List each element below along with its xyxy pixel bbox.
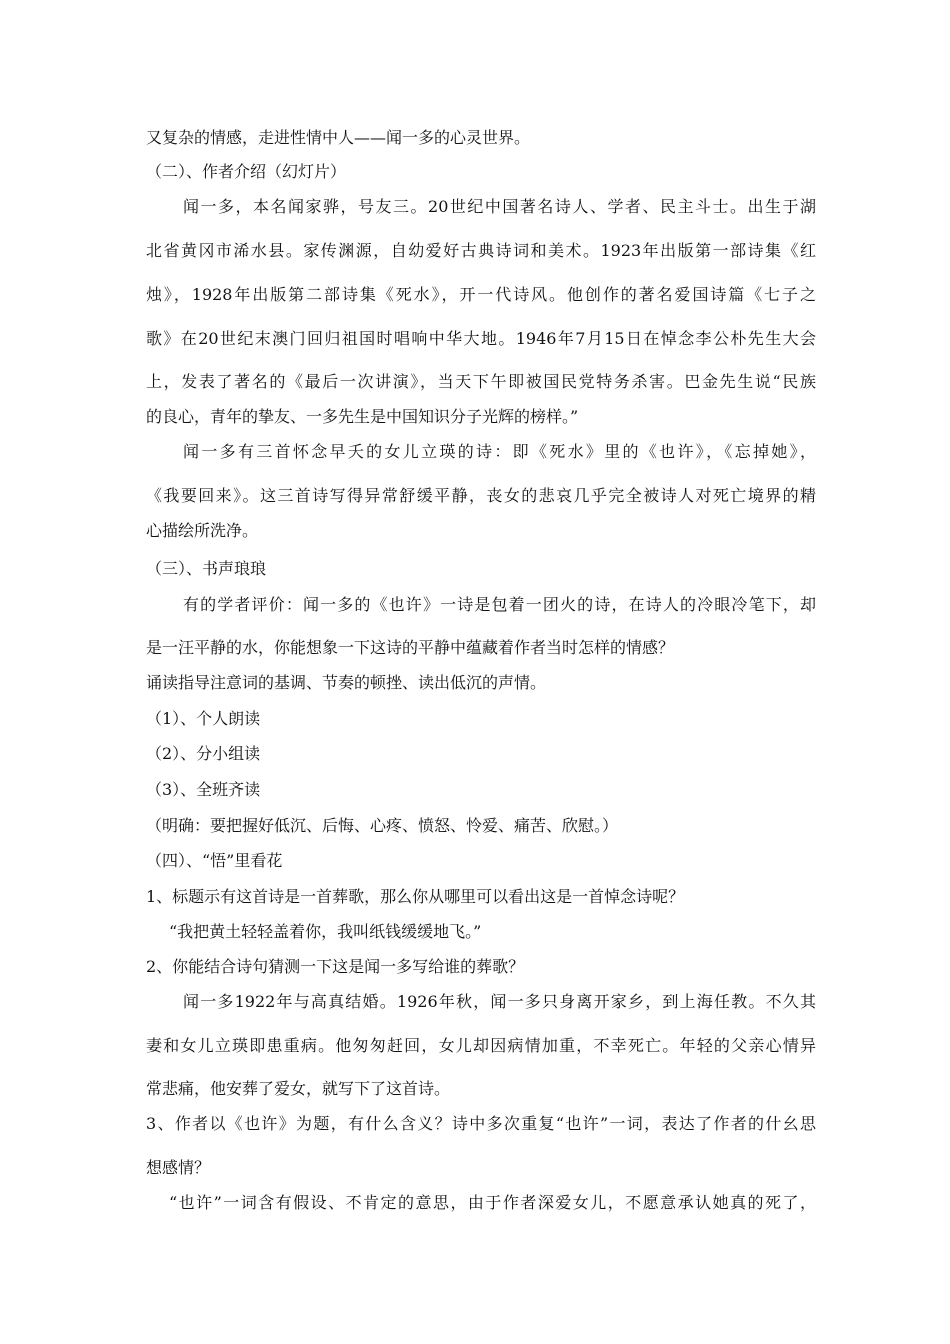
paragraph-line: 又复杂的情感，走进性情中人——闻一多的心灵世界。 bbox=[146, 128, 531, 147]
paragraph-line: 闻一多1922年与高真结婚。1926年秋，闻一多只身离开家乡，到上海任教。不久其 bbox=[183, 992, 816, 1011]
paragraph-line: 有的学者评价：闻一多的《也许》一诗是包着一团火的诗，在诗人的冷眼冷笔下，却 bbox=[183, 595, 816, 614]
paragraph-line: 妻和女儿立瑛即患重病。他匆匆赶回，女儿却因病情加重，不幸死亡。年轻的父亲心情异 bbox=[146, 1036, 816, 1055]
paragraph-line: 《我要回来》。这三首诗写得异常舒缓平静，丧女的悲哀几乎完全被诗人对死亡境界的精 bbox=[146, 486, 816, 505]
paragraph-line: 的良心，青年的挚友、一多先生是中国知识分子光辉的榜样。” bbox=[146, 407, 579, 426]
paragraph-line: “也许”一词含有假设、不肯定的意思，由于作者深爱女儿，不愿意承认她真的死了， bbox=[169, 1193, 816, 1212]
paragraph-line: 常悲痛，他安葬了爱女，就写下了这首诗。 bbox=[146, 1079, 451, 1098]
paragraph-line: 烛》，1928年出版第二部诗集《死水》，开一代诗风。他创作的著名爱国诗篇《七子之 bbox=[146, 285, 816, 304]
section-heading-author-intro: （二）、作者介绍（幻灯片） bbox=[146, 162, 347, 181]
question-line: 3、作者以《也许》为题，有什么含义？诗中多次重复“也许”一词，表达了作者的什幺思 bbox=[146, 1114, 816, 1133]
paragraph-line: （明确：要把握好低沉、后悔、心疼、愤怒、怜爱、痛苦、欣慰。） bbox=[146, 816, 619, 835]
paragraph-line: 是一汪平静的水，你能想象一下这诗的平静中蕴藏着作者当时怎样的情感？ bbox=[146, 638, 675, 657]
question-line: 想感情？ bbox=[146, 1158, 211, 1177]
question-line: 1、标题示有这首诗是一首葬歌，那么你从哪里可以看出这是一首悼念诗呢？ bbox=[146, 887, 685, 906]
paragraph-line: 闻一多有三首怀念早夭的女儿立瑛的诗：即《死水》里的《也许》，《忘掉她》， bbox=[183, 442, 816, 461]
paragraph-line: 北省黄冈市浠水县。家传渊源，自幼爱好古典诗词和美术。1923年出版第一部诗集《红 bbox=[146, 241, 816, 260]
quote-line: “我把黄土轻轻盖着你，我叫纸钱缓缓地飞。” bbox=[169, 922, 482, 941]
list-item: （2）、分小组读 bbox=[146, 744, 261, 763]
paragraph-line: 诵读指导注意词的基调、节奏的顿挫、读出低沉的声情。 bbox=[146, 673, 547, 692]
list-item: （1）、个人朗读 bbox=[146, 709, 261, 728]
list-item: （3）、全班齐读 bbox=[146, 780, 261, 799]
paragraph-line: 心描绘所洗净。 bbox=[146, 521, 259, 540]
paragraph-line: 上，发表了著名的《最后一次讲演》，当天下午即被国民党特务杀害。巴金先生说“民族 bbox=[146, 372, 816, 391]
section-heading-appreciation: （四）、“悟”里看花 bbox=[146, 851, 283, 870]
paragraph-line: 闻一多，本名闻家骅，号友三。20世纪中国著名诗人、学者、民主斗士。出生于湖 bbox=[183, 197, 816, 216]
paragraph-line: 歌》在20世纪末澳门回归祖国时唱响中华大地。1946年7月15日在悼念李公朴先生大会 bbox=[146, 329, 816, 348]
question-line: 2、你能结合诗句猜测一下这是闻一多写给谁的葬歌？ bbox=[146, 957, 525, 976]
section-heading-reading: （三）、书声琅琅 bbox=[146, 559, 267, 578]
